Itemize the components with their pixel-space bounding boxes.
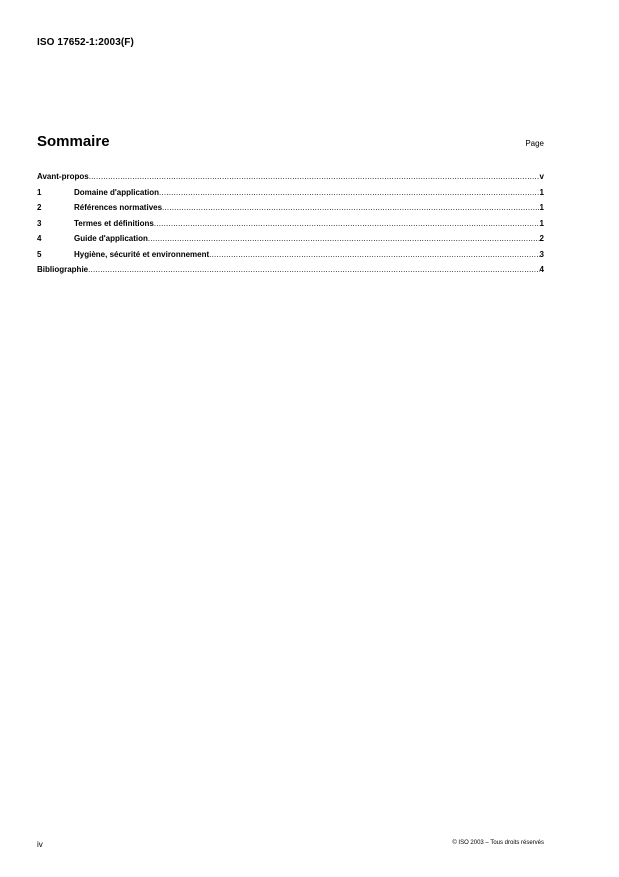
toc-entry-text: Termes et définitions	[74, 218, 154, 228]
footer-copyright: © ISO 2003 – Tous droits réservés	[452, 840, 544, 846]
toc-leader-dots	[162, 203, 540, 212]
toc-entry-page: 2	[539, 234, 544, 243]
toc-leader-dots	[148, 234, 540, 243]
toc-entry-bibliography[interactable]	[37, 265, 544, 281]
toc-entry-application-guide[interactable]	[37, 234, 544, 250]
toc-entry-page: 3	[539, 249, 544, 259]
toc-entry-normative-references[interactable]	[37, 203, 544, 219]
toc-entry-number: 1	[37, 187, 42, 197]
toc-title: Sommaire	[37, 133, 110, 150]
toc-entry-page: v	[539, 172, 544, 181]
toc-entry-text: Avant-propos	[37, 172, 89, 181]
toc-entry-page: 1	[539, 218, 544, 228]
toc-entry-number: 4	[37, 234, 42, 243]
document-id: ISO 17652-1:2003(F)	[37, 37, 134, 48]
toc-entry-text: Bibliographie	[37, 265, 89, 274]
toc-leader-dots	[209, 250, 539, 259]
toc-entry-hygiene-safety[interactable]	[37, 250, 544, 266]
toc-leader-dots	[159, 188, 540, 197]
toc-entry-terms-definitions[interactable]	[37, 219, 544, 235]
toc-entry-number: 3	[37, 218, 42, 228]
toc-leader-dots	[88, 265, 539, 274]
toc-header	[37, 133, 544, 153]
toc-entry-text: Références normatives	[74, 203, 163, 212]
toc-entry-text: Domaine d'application	[74, 187, 160, 197]
toc-leader-dots	[89, 172, 540, 181]
toc-entry-page: 4	[539, 265, 544, 274]
toc-leader-dots	[154, 219, 540, 228]
toc-entry-scope[interactable]	[37, 188, 544, 204]
toc-page-label: Page	[525, 139, 544, 148]
toc-entry-page: 1	[539, 187, 544, 197]
toc-entry-foreword[interactable]	[37, 172, 544, 188]
toc-entry-number: 2	[37, 203, 42, 212]
toc-entry-number: 5	[37, 249, 42, 259]
toc-list	[37, 172, 544, 281]
toc-entry-text: Guide d'application	[74, 234, 148, 243]
toc-entry-text: Hygiène, sécurité et environnement	[74, 249, 210, 259]
footer-page-number: iv	[37, 840, 43, 849]
toc-entry-page: 1	[539, 203, 544, 212]
